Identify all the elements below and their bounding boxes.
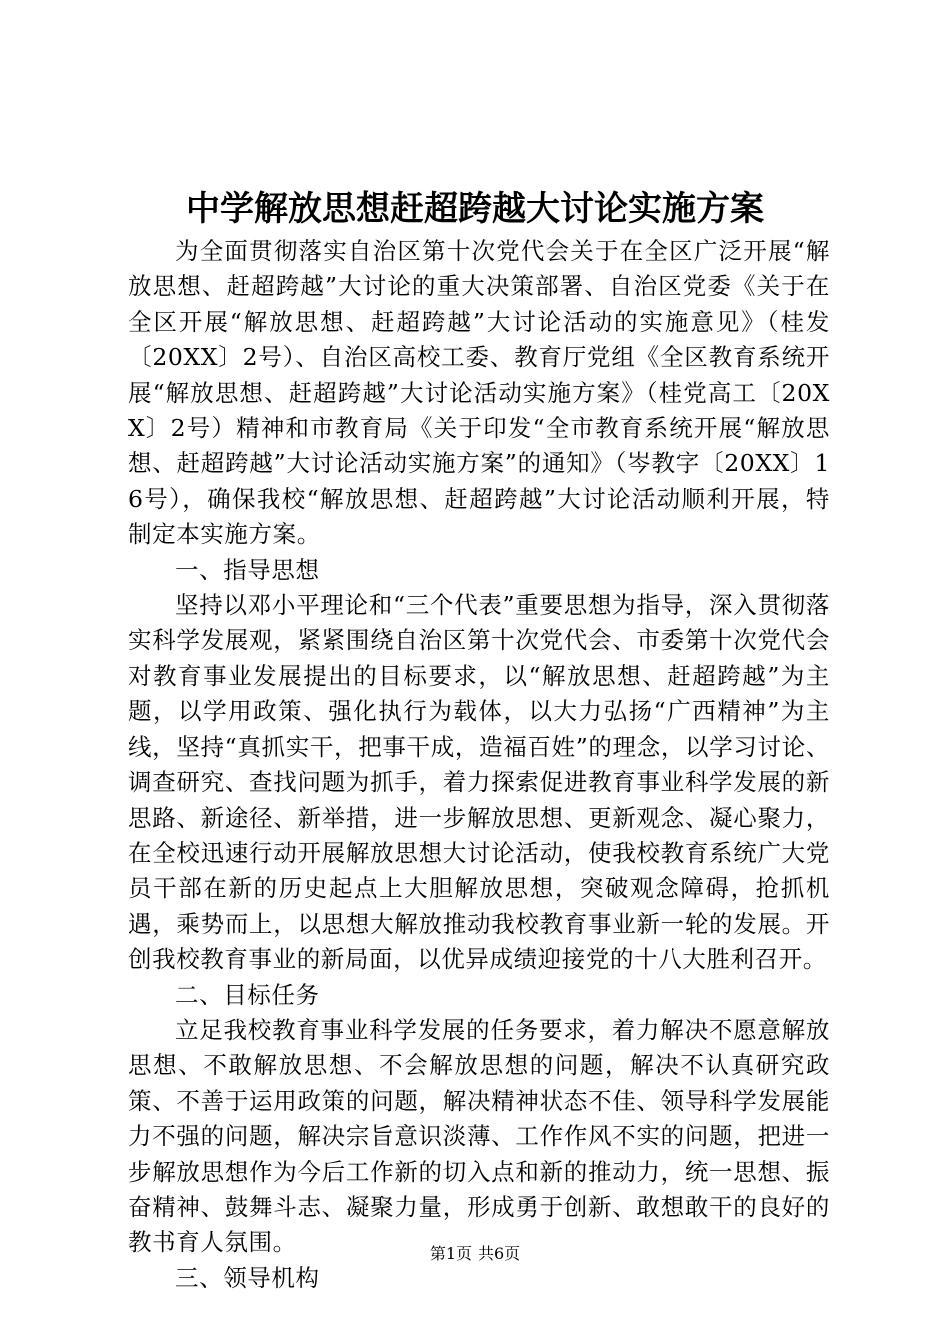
section-heading-goals-tasks: 二、目标任务 [175,980,320,1009]
section-heading-leadership: 三、领导机构 [175,1263,320,1292]
section-heading-guiding-ideology: 一、指导思想 [175,555,320,584]
intro-paragraph: 为全面贯彻落实自治区第十次党代会关于在全区广泛开展“解放思想、赶超跨越”大讨论的重大决策部署、自治区党委《关于在全区开展“解放思想、赶超跨越”大讨论活动的实施意见》（桂发〔20XX〕2号）、自治区高校工委、教育厅党组《全区教育系统开展“解放思想、赶超跨越”大讨论活动实施方案》（桂党高工〔20XX〕2号）精神和市教育局《关于印发“全市教育系统开展“解放思想、赶超跨越”大讨论活动实施方案”的通知》（岑教字〔20XX〕16号），确保我校“解放思想、赶超跨越”大讨论活动顺利开展，特制定本实施方案。 [128,237,830,549]
document-body [128,234,830,1296]
section-body-guiding-ideology: 坚持以邓小平理论和“三个代表”重要思想为指导，深入贯彻落实科学发展观，紧紧围绕自治区第十次党代会、市委第十次党代会对教育事业发展提出的目标要求，以“解放思想、赶超跨越”为主题，以学用政策、强化执行为载体，以大力弘扬“广西精神”为主线，坚持“真抓实干，把事干成，造福百姓”的理念，以学习讨论、调查研究、查找问题为抓手，着力探索促进教育事业科学发展的新思路、新途径、新举措，进一步解放思想、更新观念、凝心聚力，在全校迅速行动开展解放思想大讨论活动，使我校教育系统广大党员干部在新的历史起点上大胆解放思想，突破观念障碍，抢抓机遇，乘势而上，以思想大解放推动我校教育事业新一轮的发展。开创我校教育事业的新局面，以优异成绩迎接党的十八大胜利召开。 [128,591,830,974]
section-body-goals-tasks: 立足我校教育事业科学发展的任务要求，着力解决不愿意解放思想、不敢解放思想、不会解放思想的问题，解决不认真研究政策、不善于运用政策的问题，解决精神状态不佳、领导科学发展能力不强的问题，解决宗旨意识淡薄、工作作风不实的问题，把进一步解放思想作为今后工作新的切入点和新的推动力，统一思想、振奋精神、鼓舞斗志、凝聚力量，形成勇于创新、敢想敢干的良好的教书育人氛围。 [128,1015,830,1257]
page-footer [0,1244,950,1264]
page-total: 共6页 [478,1244,521,1263]
page-number: 第1页 [429,1244,472,1263]
document-title: 中学解放思想赶超跨越大讨论实施方案 [186,189,764,229]
